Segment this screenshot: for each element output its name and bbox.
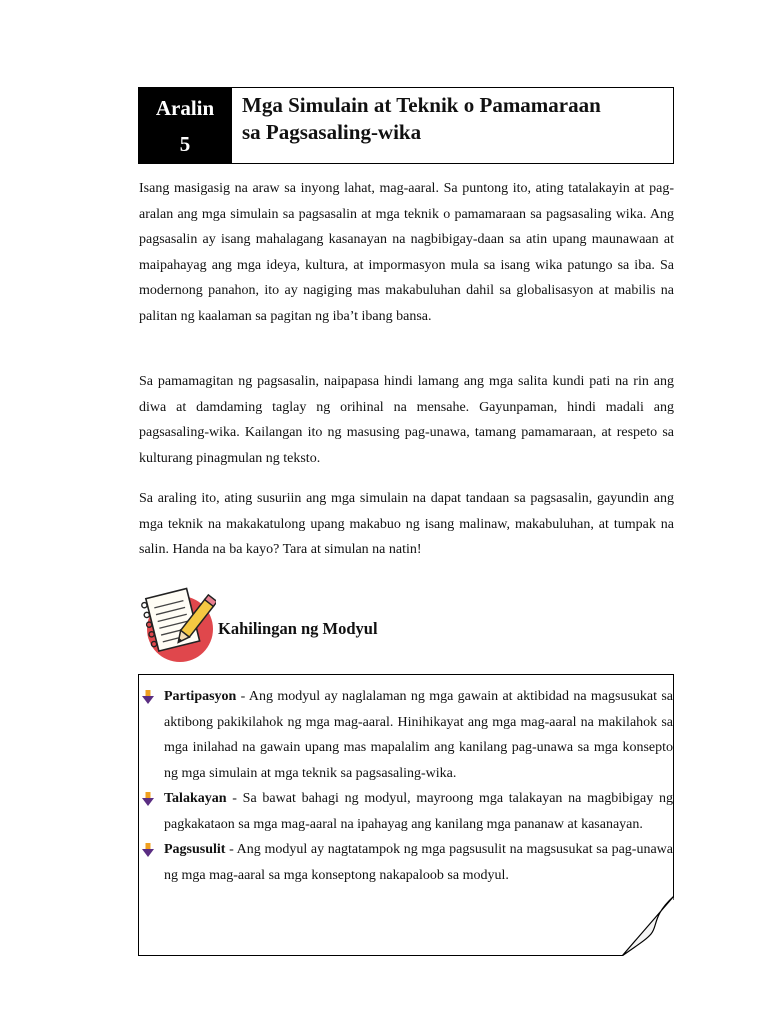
lesson-word: Aralin: [155, 95, 215, 120]
lesson-title-line2: sa Pagsasaling-wika: [242, 120, 422, 144]
requirement-text: - Ang modyul ay nagtatampok ng mga pagsusulit na magsusukat sa pag-unawa ng mga mag-aaral sa mga konseptong nakapaloob sa modyul.: [164, 842, 673, 883]
module-requirements-heading: Kahilingan ng Modyul: [218, 619, 378, 638]
intro-paragraph-3: Sa araling ito, ating susuriin ang mga simulain na dapat tandaan sa pagsasalin, gayundin ang mga teknik na makakatulong upang makabuo ng isang malinaw, makabuluhan, at tumpak na salin. Handa na ba kayo? Tara at simulan na natin!: [139, 491, 674, 557]
requirement-term: Talakayan: [164, 791, 227, 806]
requirement-text: - Ang modyul ay naglalaman ng mga gawain at aktibidad na magsusukat sa aktibong pakikilahok ng mga mag-aaral. Hinihikayat ang mga mag-aaral na makilahok sa mga inilahad na gawain upang mas mapalalim ang kanilang pag-unawa sa mga konsepto ng mga simulain at mga teknik sa pagsasaling-wika.: [164, 689, 673, 781]
lesson-header: [138, 87, 674, 164]
requirement-text: - Sa bawat bahagi ng modyul, mayroong mga talakayan na magbibigay ng pagkakataon sa mga mag-aaral na ipahayag ang kanilang mga pananaw at kasanayan.: [164, 791, 673, 832]
requirement-term: Pagsusulit: [164, 842, 226, 857]
lesson-title: [231, 88, 673, 163]
arrow-down-bullet-icon: [142, 792, 154, 806]
arrow-down-bullet-icon: [142, 690, 154, 704]
intro-paragraph-2: Sa pamamagitan ng pagsasalin, naipapasa hindi lamang ang mga salita kundi pati na rin ang diwa at damdaming taglay ng orihinal na mensahe. Gayunpaman, hindi madali ang pagsasaling-wika. Kailangan ito ng masusing pag-unawa, tamang pamamaraan, at respeto sa kulturang pinagmulan ng teksto.: [139, 374, 674, 466]
lesson-number-tag: [139, 88, 231, 163]
notepad-pencil-icon: [138, 587, 216, 663]
module-requirements-box: [138, 674, 674, 956]
arrow-down-bullet-icon: [142, 843, 154, 857]
page-curl-decoration: [622, 896, 674, 956]
list-item: [139, 684, 673, 786]
requirements-list: [139, 675, 673, 888]
list-item: [139, 786, 673, 837]
list-item: [139, 837, 673, 888]
intro-paragraph-1: Isang masigasig na araw sa inyong lahat, mag-aaral. Sa puntong ito, ating tatalakayin at pag-aralan ang mga simulain sa pagsasalin at mga teknik o pamamaraan sa pagsasaling wika. Ang pagsasalin ay isang mahalagang kasanayan na nagbibigay-daan sa atin upang maunawaan at maipahayag ang mga ideya, kultura, at impormasyon mula sa isang wika patungo sa iba. Sa modernong panahon, ito ay nagiging mas makabuluhan dahil sa globalisasyon at mabilis na palitan ng kaalaman sa pagitan ng iba’t ibang bansa.: [139, 181, 674, 324]
requirement-term: Partipasyon: [164, 689, 237, 704]
lesson-title-line1: Mga Simulain at Teknik o Pamamaraan: [242, 93, 601, 117]
lesson-number: 5: [179, 131, 191, 156]
